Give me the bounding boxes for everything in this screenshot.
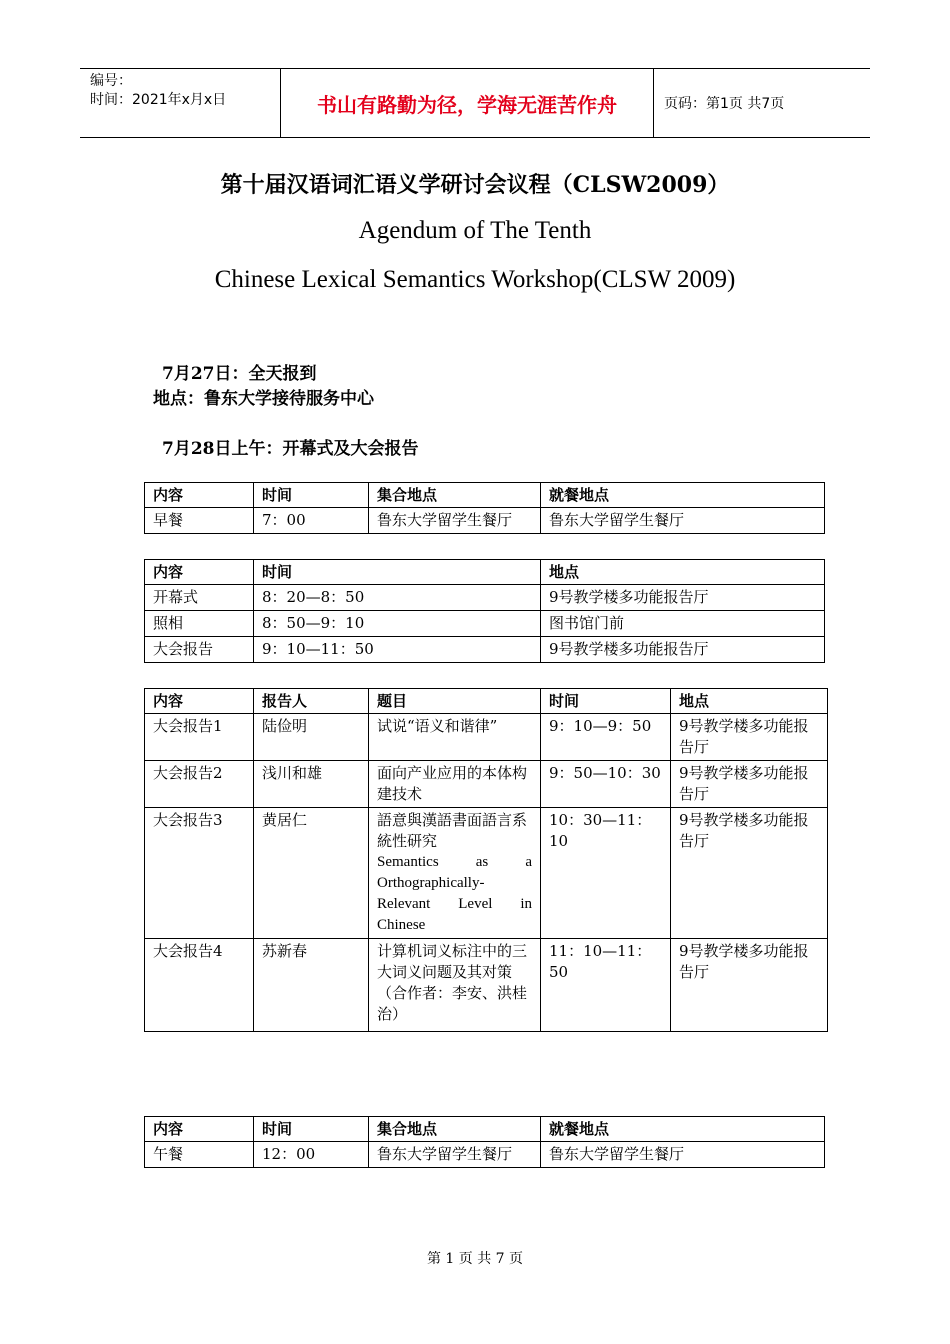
table-header-cell: 集合地点 xyxy=(369,1117,541,1142)
table-cell: 8：20—8：50 xyxy=(254,585,541,611)
table-cell: 9号教学楼多功能报告厅 xyxy=(671,714,828,761)
table-row xyxy=(145,808,828,939)
header-number: 编号： xyxy=(90,73,132,89)
table-cell: 大会报告2 xyxy=(145,761,254,808)
table-cell: 面向产业应用的本体构建技术 xyxy=(369,761,541,808)
header-slogan: 书山有路勤为径，学海无涯苦作舟 xyxy=(281,69,654,137)
table-cell: 早餐 xyxy=(145,508,254,534)
table-cell: 试说“语义和谐律” xyxy=(369,714,541,761)
table-cell: 大会报告3 xyxy=(145,808,254,939)
breakfast-table xyxy=(144,482,825,534)
table-cell: 8：50—9：10 xyxy=(254,611,541,637)
table-cell: 浅川和雄 xyxy=(254,761,369,808)
table-header-cell: 时间 xyxy=(541,689,671,714)
table-cell: 陆俭明 xyxy=(254,714,369,761)
table-row xyxy=(145,939,828,1032)
table-row xyxy=(145,761,828,808)
report-title: 語意與漢語書面語言系統性研究 xyxy=(377,811,528,850)
header-time: 时间：2021年x月x日 xyxy=(90,92,227,108)
table-cell: 大会报告4 xyxy=(145,939,254,1032)
table-header-cell: 内容 xyxy=(145,483,254,508)
header-page-info: 页码：第1页 共7页 xyxy=(664,96,785,112)
report-coauthors: （合作者：李安、洪桂治） xyxy=(377,984,528,1023)
table-header-cell: 地点 xyxy=(541,560,825,585)
table-cell: 鲁东大学留学生餐厅 xyxy=(369,1142,541,1168)
table-row xyxy=(145,637,825,663)
table-cell: 11：10—11：50 xyxy=(541,939,671,1032)
table-row xyxy=(145,611,825,637)
day1-heading: 7月27日：全天报到 xyxy=(162,364,317,384)
table-cell: 10：30—11：10 xyxy=(541,808,671,939)
table-header-cell: 时间 xyxy=(254,1117,369,1142)
table-header-cell: 内容 xyxy=(145,1117,254,1142)
page-footer: 第 1 页 共 7 页 xyxy=(426,1251,524,1267)
lunch-table xyxy=(144,1116,825,1168)
page-header xyxy=(80,68,870,138)
table-cell: 12：00 xyxy=(254,1142,369,1168)
table-header-cell: 集合地点 xyxy=(369,483,541,508)
table-cell: 9：10—9：50 xyxy=(541,714,671,761)
table-cell: 大会报告 xyxy=(145,637,254,663)
table-header-row xyxy=(145,560,825,585)
document-title-en-line2: Chinese Lexical Semantics Workshop(CLSW 2009) xyxy=(214,266,736,293)
day2-heading: 7月28日上午：开幕式及大会报告 xyxy=(162,439,419,459)
table-header-cell: 内容 xyxy=(145,689,254,714)
table-cell: 9号教学楼多功能报告厅 xyxy=(671,939,828,1032)
opening-table xyxy=(144,559,825,663)
table-cell: 9号教学楼多功能报告厅 xyxy=(541,585,825,611)
table-cell: 9：10—11：50 xyxy=(254,637,541,663)
table-row xyxy=(145,1142,825,1168)
document-title-cn: 第十届汉语词汇语义学研讨会议程（CLSW2009） xyxy=(220,172,730,198)
report-title-en: Semantics as a Orthographically-Relevant Level in Chinese xyxy=(377,854,532,933)
report-title: 计算机词义标注中的三大词义问题及其对策 xyxy=(377,942,528,981)
table-cell: 9号教学楼多功能报告厅 xyxy=(671,761,828,808)
table-header-cell: 题目 xyxy=(369,689,541,714)
table-header-cell: 时间 xyxy=(254,560,541,585)
table-cell: 7：00 xyxy=(254,508,369,534)
header-meta xyxy=(80,69,281,137)
table-cell: 图书馆门前 xyxy=(541,611,825,637)
table-cell: 黄居仁 xyxy=(254,808,369,939)
table-header-cell: 地点 xyxy=(671,689,828,714)
table-row xyxy=(145,508,825,534)
table-header-cell: 就餐地点 xyxy=(541,483,825,508)
table-cell: 午餐 xyxy=(145,1142,254,1168)
table-cell xyxy=(369,808,541,939)
table-header-row xyxy=(145,1117,825,1142)
table-row xyxy=(145,585,825,611)
document-title-en-line1: Agendum of The Tenth xyxy=(358,217,592,244)
table-cell: 鲁东大学留学生餐厅 xyxy=(541,508,825,534)
table-cell xyxy=(369,939,541,1032)
day1-location: 地点：鲁东大学接待服务中心 xyxy=(153,389,374,409)
table-header-cell: 就餐地点 xyxy=(541,1117,825,1142)
table-cell: 苏新春 xyxy=(254,939,369,1032)
table-header-cell: 内容 xyxy=(145,560,254,585)
table-cell: 大会报告1 xyxy=(145,714,254,761)
table-cell: 鲁东大学留学生餐厅 xyxy=(369,508,541,534)
table-cell: 9号教学楼多功能报告厅 xyxy=(541,637,825,663)
table-cell: 照相 xyxy=(145,611,254,637)
table-cell: 9号教学楼多功能报告厅 xyxy=(671,808,828,939)
table-header-row xyxy=(145,483,825,508)
table-cell: 9：50—10：30 xyxy=(541,761,671,808)
table-header-cell: 时间 xyxy=(254,483,369,508)
table-cell: 鲁东大学留学生餐厅 xyxy=(541,1142,825,1168)
table-row xyxy=(145,714,828,761)
table-header-cell: 报告人 xyxy=(254,689,369,714)
table-header-row xyxy=(145,689,828,714)
table-cell: 开幕式 xyxy=(145,585,254,611)
report-table xyxy=(144,688,828,1032)
